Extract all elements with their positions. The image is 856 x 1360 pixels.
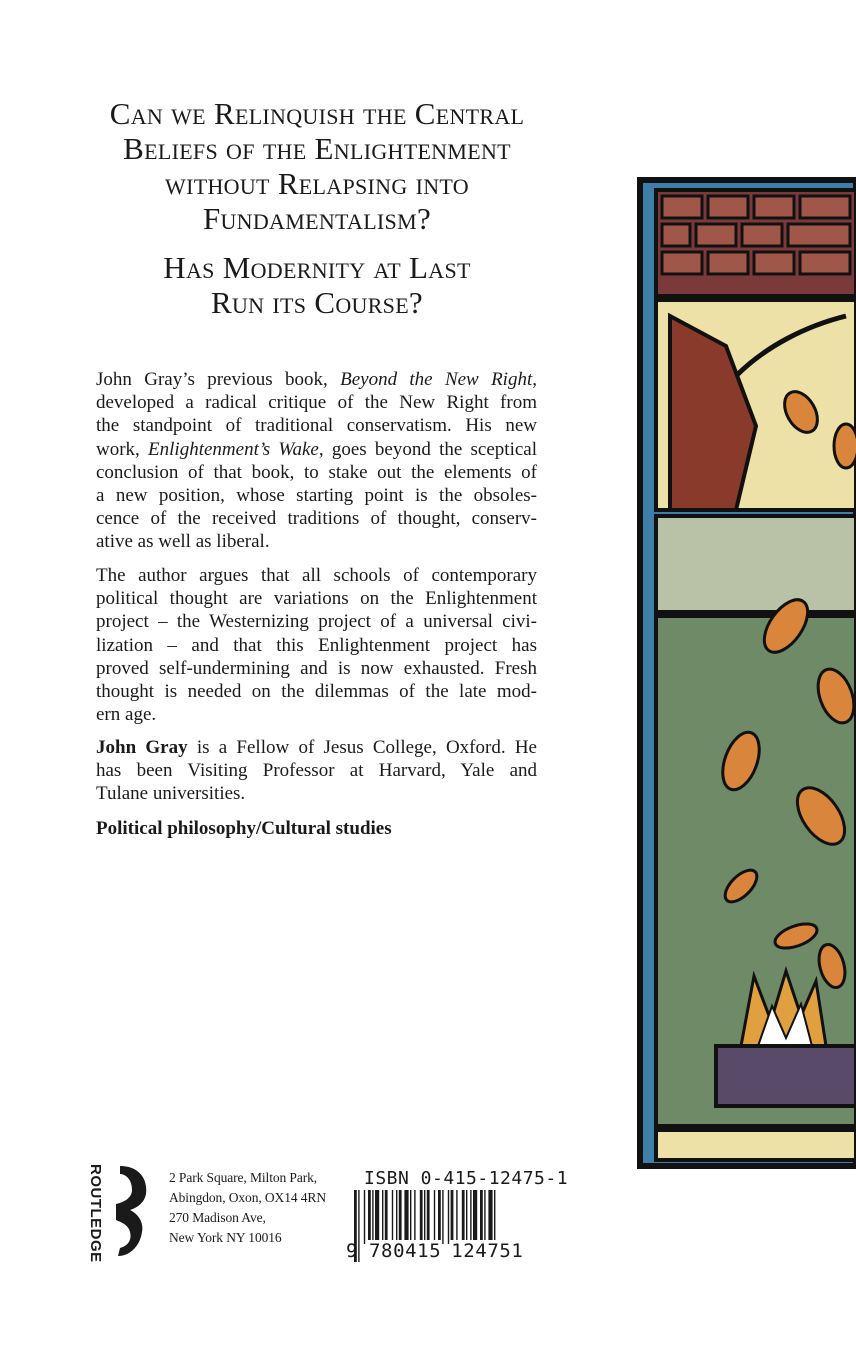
barcode-bar	[466, 1190, 467, 1244]
barcode-bar	[404, 1190, 408, 1244]
barcode-digit-group-right: 124751	[451, 1240, 524, 1262]
text-line: conclusion of that book, to stake out the elements of	[96, 461, 537, 483]
barcode-bar	[414, 1190, 415, 1244]
text-run: John Gray’s previous book,	[96, 369, 341, 390]
text-line: a new position, whose starting point is the obsoles-	[96, 485, 537, 507]
barcode-digits	[346, 1240, 524, 1262]
barcode-bar	[462, 1190, 465, 1244]
barcode-bar	[368, 1190, 371, 1244]
barcode-bar	[399, 1190, 402, 1244]
headline-line: Run its Course?	[210, 285, 423, 320]
text-line: Tulane universities.	[96, 783, 246, 805]
barcode-bar	[372, 1190, 373, 1244]
art-bricks	[662, 196, 850, 274]
publisher-address	[169, 1168, 326, 1248]
address-line: 2 Park Square, Milton Park,	[169, 1170, 318, 1185]
author-bio	[96, 736, 537, 806]
text-line	[96, 438, 537, 461]
art-dotted-panel	[656, 516, 856, 612]
barcode-bar	[480, 1190, 483, 1244]
blurb-paragraph-previous-book	[96, 368, 537, 554]
barcode-bar	[484, 1190, 485, 1244]
art-leaf	[834, 424, 856, 468]
text-line: lization – and that this Enlightenment project has	[96, 634, 537, 656]
headline-line: Can we Relinquish the Central	[109, 96, 525, 131]
headline-line: Fundamentalism?	[202, 201, 432, 236]
text-line: ative as well as liberal.	[96, 531, 270, 553]
barcode-bar	[470, 1190, 471, 1244]
barcode-bar	[448, 1190, 449, 1244]
text-line	[96, 736, 537, 759]
text-line: political thought are variations on the Enlightenment	[96, 588, 537, 610]
address-line: Abingdon, Oxon, OX14 4RN	[169, 1190, 326, 1205]
barcode-bar	[438, 1190, 441, 1244]
address-line: New York NY 10016	[169, 1230, 282, 1245]
text-run: , goes beyond the sceptical	[318, 438, 537, 460]
text-line: The author argues that all schools of contemporary	[96, 565, 537, 586]
book-title-enlightenments-wake: Enlightenment’s Wake	[148, 438, 319, 460]
headline-question-enlightenment	[96, 96, 538, 236]
text-run: ,	[532, 369, 537, 390]
barcode-lead-digit: 9	[346, 1240, 359, 1262]
logo-profile-shape	[116, 1166, 146, 1256]
author-name: John Gray	[96, 737, 188, 758]
barcode-digit-group-left: 780415	[369, 1240, 442, 1262]
barcode-bar	[488, 1190, 492, 1244]
text-line: cence of the received traditions of thought, conserv-	[96, 508, 537, 530]
headline-question-modernity	[96, 250, 538, 320]
text-line: developed a radical critique of the New Right from	[96, 392, 537, 414]
text-run: work,	[96, 438, 149, 460]
barcode-bar	[396, 1190, 397, 1244]
text-line: has been Visiting Professor at Harvard, Yale and	[96, 760, 537, 782]
barcode-bar	[385, 1190, 388, 1244]
headline-line: Beliefs of the Enlightenment	[123, 131, 511, 166]
text-line: ern age.	[96, 704, 157, 726]
text-run: is a Fellow of Jesus College, Oxford. He	[187, 737, 537, 758]
barcode-bar	[392, 1190, 393, 1244]
barcode-bar	[451, 1190, 454, 1244]
text-line: thought is needed on the dilemmas of the late mod-	[96, 681, 537, 703]
address-line: 270 Madison Ave,	[169, 1210, 266, 1225]
publisher-wordmark: ROUTLEDGE	[87, 1164, 104, 1263]
barcode-bar	[364, 1190, 365, 1244]
headline-line: Has Modernity at Last	[163, 250, 471, 285]
barcode-bar	[442, 1190, 443, 1244]
barcode-bar	[382, 1190, 383, 1244]
barcode-bar	[473, 1190, 477, 1244]
text-line: the standpoint of traditional conservatism. His new	[96, 415, 537, 437]
cover-illustration	[636, 176, 856, 1170]
headline-line: without Relapsing into	[165, 166, 469, 201]
text-line: project – the Westernizing project of a universal civi-	[96, 611, 537, 633]
barcode-bar	[420, 1190, 423, 1244]
barcode-bar	[375, 1190, 379, 1244]
subject-category: Political philosophy/Cultural studies	[96, 818, 392, 839]
text-line: proved self-undermining and is now exhausted. Fresh	[96, 657, 537, 679]
barcode-bar	[434, 1190, 435, 1244]
text-line	[96, 368, 537, 391]
art-book-base	[716, 1046, 856, 1106]
isbn-label: ISBN 0-415-12475-1	[364, 1168, 569, 1189]
barcode-bar	[410, 1190, 411, 1244]
art-bottom-strip	[656, 1130, 856, 1160]
barcode-bar	[456, 1190, 457, 1244]
blurb-paragraph-argument	[96, 564, 537, 726]
book-title-beyond-the-new-right: Beyond the New Right	[340, 369, 533, 390]
